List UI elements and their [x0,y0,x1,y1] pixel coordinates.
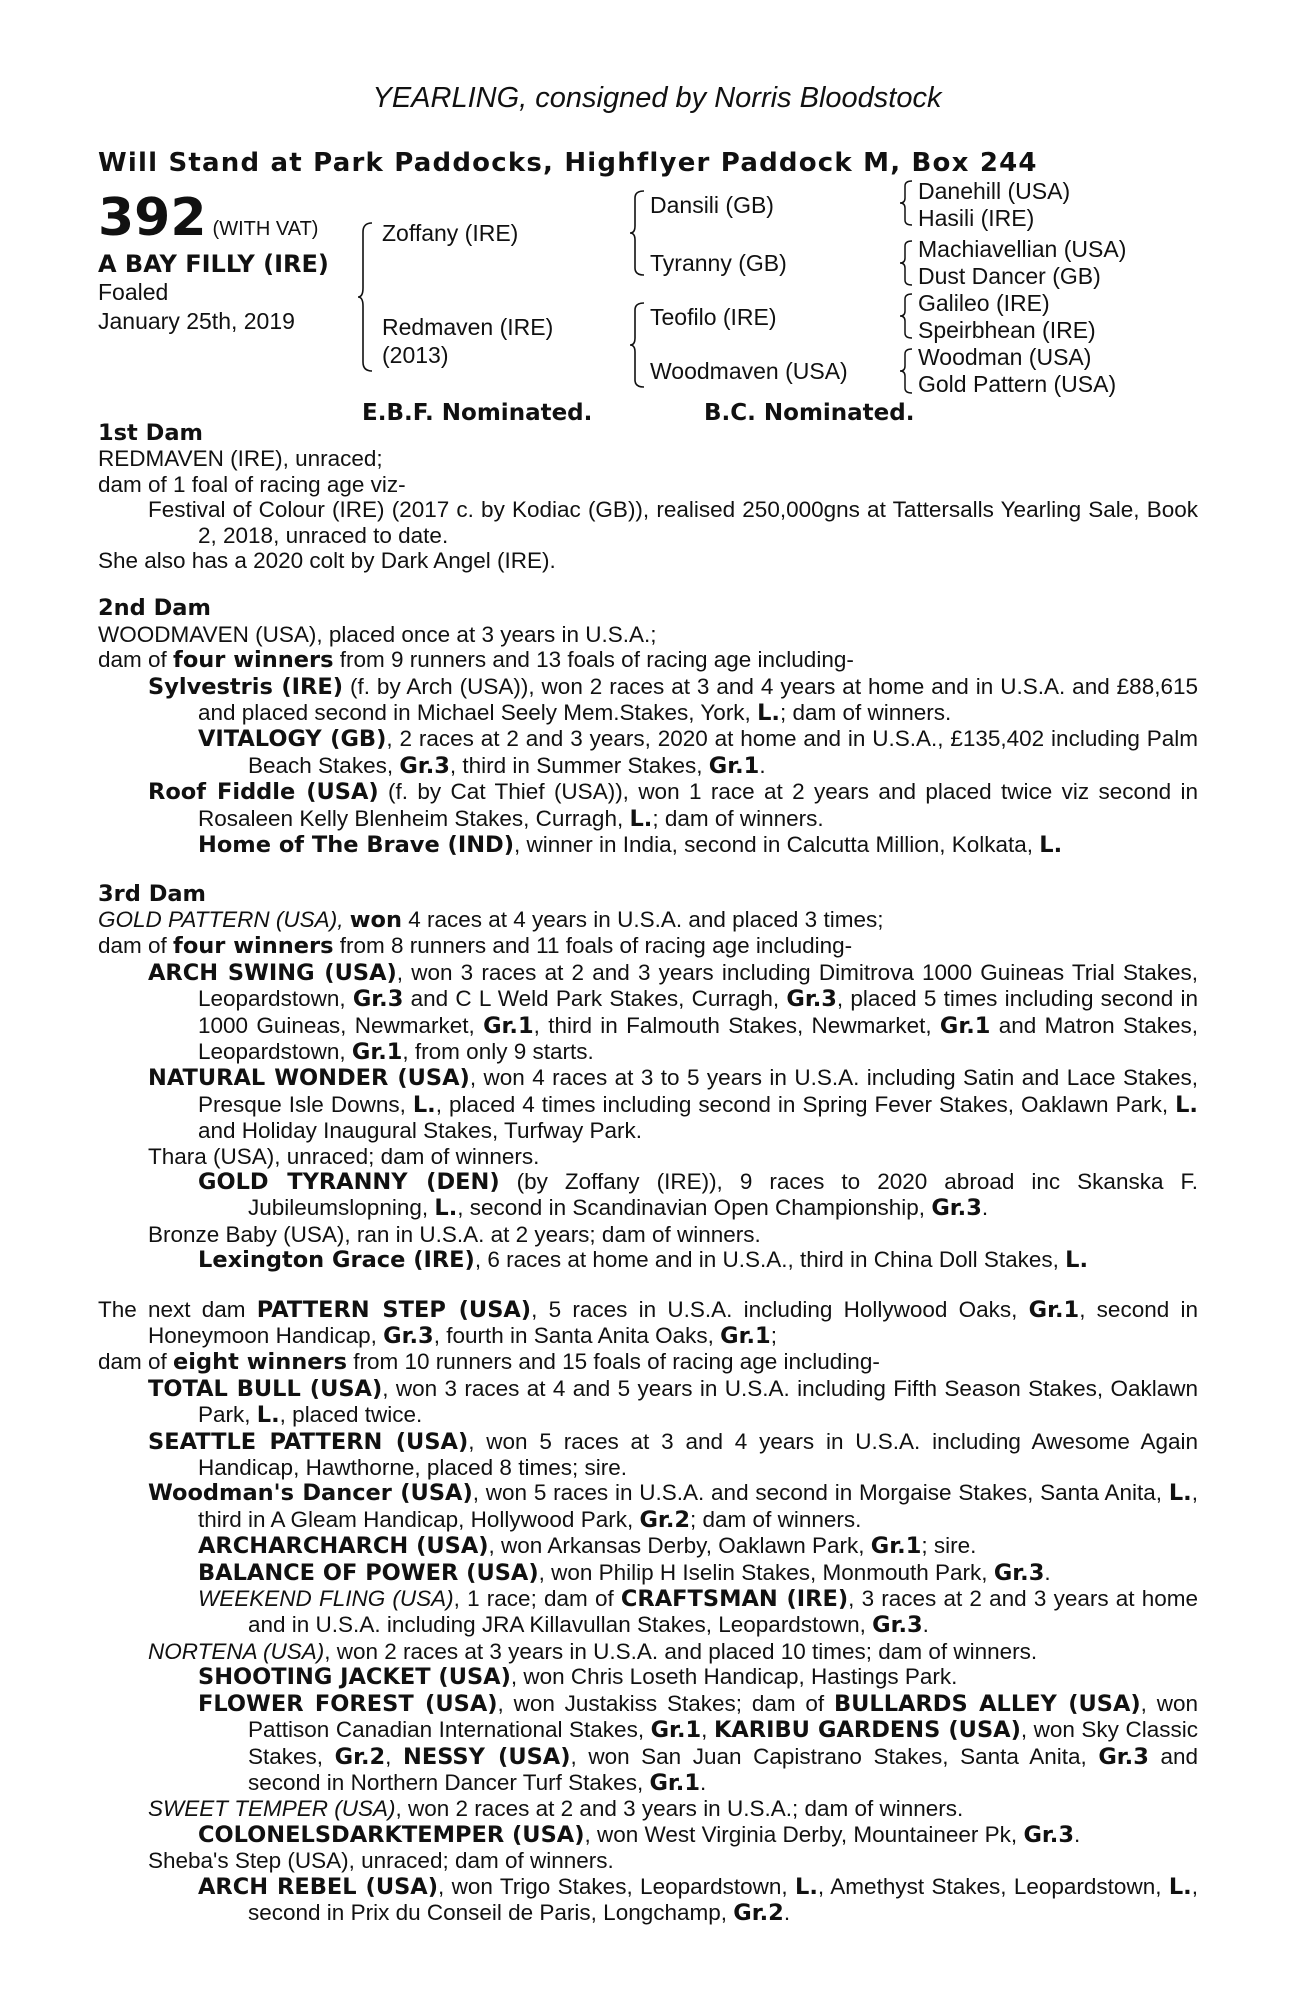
lot-number-block [98,188,318,248]
produce-entry: FLOWER FOREST (USA), won Justakiss Stakes; dam of BULLARDS ALLEY (USA), won Pattison Canadian International Stakes, Gr.1, KARIBU GARDENS (USA), won Sky Classic Stakes, Gr.2, NESSY (USA), won San Juan Capistrano Stakes, Santa Anita, Gr.3 and second in Northern Dancer Turf Stakes, Gr.1. [198,1690,1199,1796]
pedigree-sire-dam: Tyranny (GB) [650,250,787,276]
lot-number: 392 [98,188,207,248]
pedigree-sire: Zoffany (IRE) [382,220,519,246]
produce-entry: COLONELSDARKTEMPER (USA), won West Virginia Derby, Mountaineer Pk, Gr.3. [198,1821,1081,1848]
produce-entry: VITALOGY (GB), 2 races at 2 and 3 years, 2020 at home and in U.S.A., £135,402 including Palm Beach Stakes, Gr.3, third in Summer Stakes, Gr.1. [198,726,1199,779]
produce-entry: SEATTLE PATTERN (USA), won 5 races at 3 and 4 years in U.S.A. including Awesome Again Handicap, Hawthorne, placed 8 times; sire. [148,1428,1198,1481]
produce-entry: Sheba's Step (USA), unraced; dam of winners. [148,1848,614,1874]
pedigree-dam: Redmaven (IRE) [382,314,554,340]
produce-entry: Lexington Grace (IRE), 6 races at home and in U.S.A., third in China Doll Stakes, L. [198,1247,1089,1274]
pedigree-brace-g1 [900,180,914,226]
produce-entry: Home of The Brave (IND), winner in India, second in Calcutta Million, Kolkata, L. [198,832,1063,859]
catalogue-body [98,421,1198,1926]
produce-entry: NORTENA (USA), won 2 races at 3 years in U.S.A. and placed 10 times; dam of winners. [148,1638,1038,1664]
vat-note: (WITH VAT) [212,218,319,240]
produce-entry: SWEET TEMPER (USA), won 2 races at 2 and 3 years in U.S.A.; dam of winners. [148,1796,964,1822]
produce-entry: GOLD TYRANNY (DEN) (by Zoffany (IRE)), 9 races to 2020 abroad inc Skanska F. Jubileumslopning, L., second in Scandinavian Open Championship, Gr.3. [198,1168,1198,1222]
produce-entry: Sylvestris (IRE) (f. by Arch (USA)), won 2 races at 3 and 4 years at home and in U.S.A. and £88,615 and placed second in Michael Seely Mem.Stakes, York, L.; dam of winners. [148,673,1198,727]
second-dam-line: WOODMAVEN (USA), placed once at 3 years in U.S.A.; [98,621,657,647]
pedigree-g7: Woodman (USA) [918,344,1092,370]
next-dam-line: The next dam PATTERN STEP (USA), 5 races in U.S.A. including Hollywood Oaks, Gr.1, second in Honeymoon Handicap, Gr.3, fourth in Santa Anita Oaks, Gr.1; [98,1296,1198,1349]
pedigree-dam-sire: Teofilo (IRE) [650,304,777,330]
pedigree-g1: Danehill (USA) [918,178,1071,204]
stand-location: Will Stand at Park Paddocks, Highflyer Paddock M, Box 244 [98,148,1038,178]
pedigree-g6: Speirbhean (IRE) [918,317,1096,343]
second-dam-heading: 2nd Dam [98,595,211,622]
foaled-date: January 25th, 2019 [98,308,295,334]
produce-entry: Roof Fiddle (USA) (f. by Cat Thief (USA)), won 1 race at 2 years and placed twice viz second in Rosaleen Kelly Blenheim Stakes, Curragh, L.; dam of winners. [148,779,1198,832]
first-dam-heading: 1st Dam [98,420,203,446]
second-dam-summary: dam of four winners from 9 runners and 13 foals of racing age including- [98,647,854,674]
first-dam-produce: Festival of Colour (IRE) (2017 c. by Kodiac (GB)), realised 250,000gns at Tattersalls Yearling Sale, Book 2, 2018, unraced to date. [148,497,1198,548]
pedigree-g3: Machiavellian (USA) [918,236,1127,262]
pedigree-g2: Hasili (IRE) [918,205,1035,231]
produce-entry: ARCH REBEL (USA), won Trigo Stakes, Leopardstown, L., Amethyst Stakes, Leopardstown, L., second in Prix du Conseil de Paris, Longchamp, Gr.2. [198,1873,1198,1926]
produce-entry: Thara (USA), unraced; dam of winners. [148,1143,540,1169]
produce-entry: BALANCE OF POWER (USA), won Philip H Iselin Stakes, Monmouth Park, Gr.3. [198,1559,1051,1586]
ebf-nominated: E.B.F. Nominated. [362,400,593,426]
produce-entry: ARCHARCHARCH (USA), won Arkansas Derby, Oaklawn Park, Gr.1; sire. [198,1533,977,1560]
foaled-info [98,278,295,336]
pedigree-g8: Gold Pattern (USA) [918,371,1117,397]
first-dam-line: REDMAVEN (IRE), unraced; [98,446,383,472]
bc-nominated: B.C. Nominated. [704,400,915,426]
pedigree-dam-year: (2013) [382,342,449,368]
catalogue-header: YEARLING, consigned by Norris Bloodstock [372,82,942,114]
first-dam-line: She also has a 2020 colt by Dark Angel (IRE). [98,548,556,574]
produce-entry: ARCH SWING (USA), won 3 races at 2 and 3 years including Dimitrova 1000 Guineas Trial Stakes, Leopardstown, Gr.3 and C L Weld Park Stakes, Curragh, Gr.3, placed 5 times including second in 1000 Guineas, Newmarket, Gr.1, third in Falmouth Stakes, Newmarket, Gr.1 and Matron Stakes, Leopardstown, Gr.1, from only 9 starts. [148,959,1199,1065]
foaled-label: Foaled [98,279,169,305]
produce-entry: SHOOTING JACKET (USA), won Chris Loseth Handicap, Hastings Park. [198,1664,958,1691]
third-dam-line: GOLD PATTERN (USA), won 4 races at 4 years in U.S.A. and placed 3 times; [98,906,884,933]
pedigree-brace-dam [630,302,646,388]
pedigree-g5: Galileo (IRE) [918,290,1050,316]
produce-entry: Bronze Baby (USA), ran in U.S.A. at 2 years; dam of winners. [148,1221,761,1247]
pedigree-brace-main [358,222,374,372]
produce-entry: Woodman's Dancer (USA), won 5 races in U.S.A. and second in Morgaise Stakes, Santa Anita, L., third in A Gleam Handicap, Hollywood Park, Gr.2; dam of winners. [148,1480,1198,1533]
produce-entry: NATURAL WONDER (USA), won 4 races at 3 to 5 years in U.S.A. including Satin and Lace Stakes, Presque Isle Downs, L., placed 4 times including second in Spring Fever Stakes, Oaklawn Park, L. and Holiday Inaugural Stakes, Turfway Park. [148,1065,1198,1144]
third-dam-heading: 3rd Dam [98,880,206,907]
pedigree-brace-g3 [900,293,914,339]
produce-entry: WEEKEND FLING (USA), 1 race; dam of CRAFTSMAN (IRE), 3 races at 2 and 3 years at home and in U.S.A. including JRA Killavullan Stakes, Leopardstown, Gr.3. [198,1586,1199,1639]
first-dam-line: dam of 1 foal of racing age viz- [98,471,406,497]
lot-description: A BAY FILLY (IRE) [98,250,329,278]
pedigree-dam-dam: Woodmaven (USA) [650,358,848,384]
pedigree-g4: Dust Dancer (GB) [918,263,1101,289]
third-dam-summary: dam of four winners from 8 runners and 11 foals of racing age including- [98,933,853,960]
pedigree-brace-g4 [900,348,914,394]
pedigree-brace-sire [630,190,646,276]
next-dam-summary: dam of eight winners from 10 runners and 15 foals of racing age including- [98,1349,880,1376]
pedigree-sire-sire: Dansili (GB) [650,192,774,218]
produce-entry: TOTAL BULL (USA), won 3 races at 4 and 5 years in U.S.A. including Fifth Season Stakes, Oaklawn Park, L., placed twice. [148,1375,1199,1429]
pedigree-brace-g2 [900,240,914,286]
